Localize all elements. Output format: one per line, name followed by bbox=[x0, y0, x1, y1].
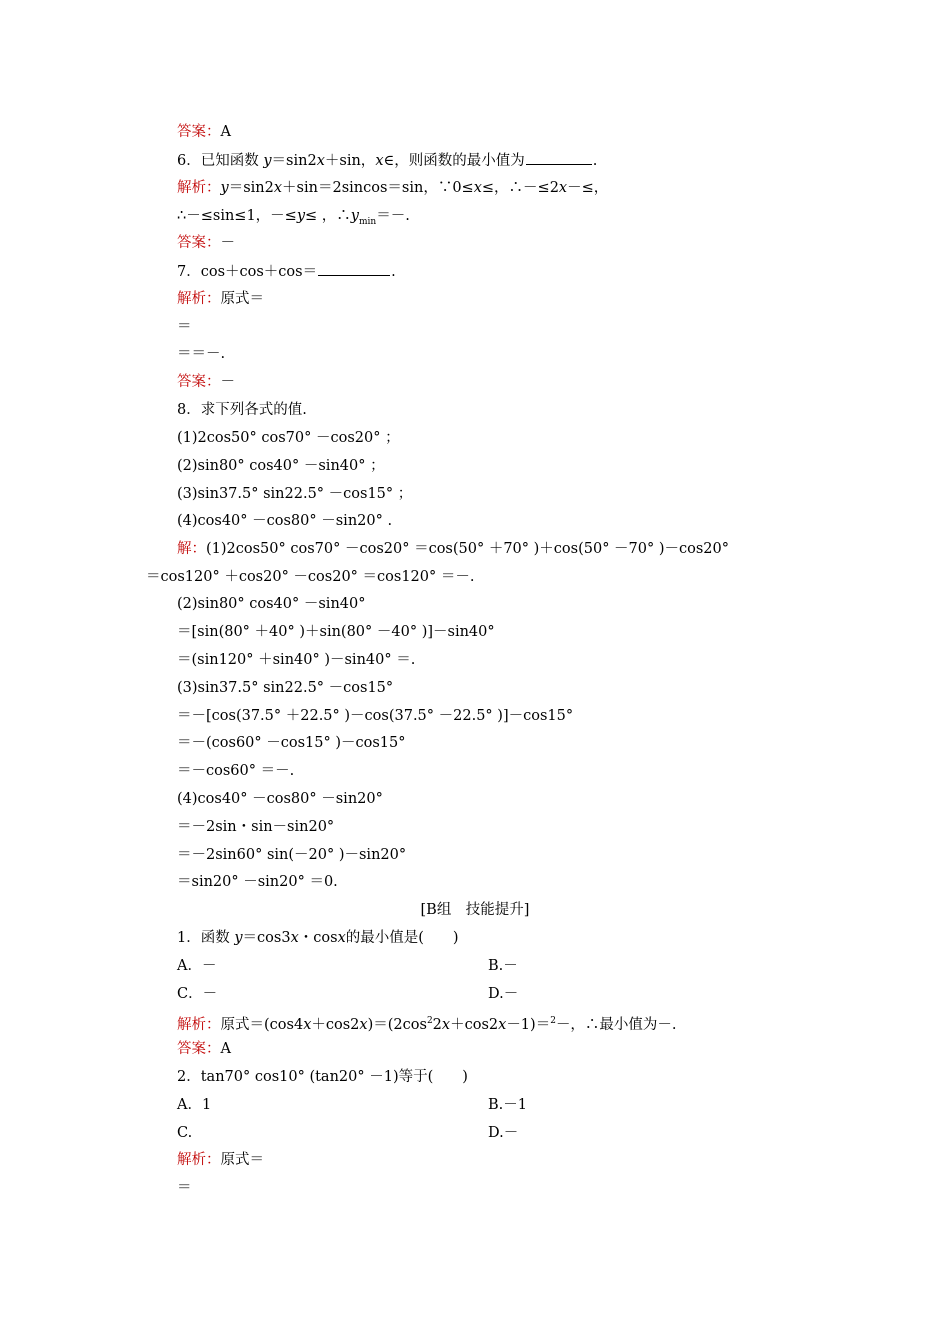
question-8-part-2: (2)sin80° cos40° －sin40° ； bbox=[177, 458, 385, 474]
solution-8-line-3: (2)sin80° cos40° －sin40° bbox=[177, 596, 366, 612]
option-b: B.－ bbox=[488, 958, 518, 974]
analysis-b2-line-2: ＝ bbox=[177, 1180, 192, 1196]
analysis-6-line-2: ∴－≤sin≤1，－≤y≤ ，$\therefore y_{min}=-$. bbox=[177, 208, 410, 227]
question-6: 6．已知函数 y＝sin2x＋sin，x∈，则函数的最小值为 . bbox=[177, 150, 597, 170]
answer-7: 答案：－ bbox=[177, 374, 235, 390]
analysis-6-line-1: 解析：y＝sin2x＋sin＝2sincos＝sin，∵0≤x≤，∴－≤2x－≤， bbox=[177, 180, 609, 196]
solution-8-line-6: (3)sin37.5° sin22.5° －cos15° bbox=[177, 680, 394, 696]
analysis-label: 解析： bbox=[177, 180, 221, 196]
question-8-part-3: (3)sin37.5° sin22.5° －cos15° ； bbox=[177, 486, 413, 502]
solution-8-line-5: ＝(sin120° ＋sin40° )－sin40° ＝. bbox=[177, 652, 416, 668]
question-7: 7．cos＋cos＋cos＝ . bbox=[177, 261, 396, 281]
solution-8-line-9: ＝－cos60° ＝－. bbox=[177, 763, 295, 779]
answer-6: 答案：－ bbox=[177, 235, 235, 251]
answer-label: 答案： bbox=[177, 124, 221, 140]
option-b: B.－1 bbox=[488, 1097, 527, 1113]
solution-8-line-4: ＝[sin(80° ＋40° )＋sin(80° －40° )]－sin40° bbox=[177, 624, 495, 640]
analysis-b1: 解析：原式$=(\cos 4x+\cos 2x)=(2\cos^22x+\cos 2x-1)=^2-$，∴最小值为－. bbox=[177, 1016, 677, 1033]
solution-8-line-11: ＝－2sin・sin－sin20° bbox=[177, 819, 335, 835]
answer-b1: 答案：A bbox=[177, 1041, 231, 1057]
solution-8-line-12: ＝－2sin60° sin(－20° )－sin20° bbox=[177, 847, 407, 863]
answer-blank bbox=[526, 150, 592, 165]
answer-line-prev: 答案：A bbox=[177, 124, 231, 140]
solution-label: 解： bbox=[177, 541, 206, 557]
analysis-7-line-3: ＝＝－. bbox=[177, 346, 226, 362]
solution-8-line-7: ＝－[cos(37.5° ＋22.5° )－cos(37.5° －22.5° )]－cos15° bbox=[177, 708, 574, 724]
solution-8-line-1: 解：(1)2cos50° cos70° －cos20° ＝cos(50° ＋70° )＋cos(50° －70° )－cos20° bbox=[177, 541, 730, 557]
analysis-b2-line-1: 解析：原式＝ bbox=[177, 1152, 264, 1168]
option-d: D.－ bbox=[488, 1125, 519, 1141]
solution-8-line-10: (4)cos40° －cos80° －sin20° bbox=[177, 791, 383, 807]
section-heading: [B组 技能提升] bbox=[420, 902, 530, 918]
option-a: A．1 bbox=[177, 1097, 212, 1113]
question-8-part-1: (1)2cos50° cos70° －cos20° ； bbox=[177, 430, 400, 446]
option-d: D.－ bbox=[488, 986, 519, 1002]
question-8-title: 8．求下列各式的值. bbox=[177, 402, 307, 418]
analysis-7-line-2: ＝ bbox=[177, 319, 192, 335]
option-c: C．－ bbox=[177, 986, 218, 1002]
solution-8-line-8: ＝－(cos60° －cos15° )－cos15° bbox=[177, 735, 406, 751]
solution-8-line-2: ＝cos120° ＋cos20° －cos20° ＝cos120° ＝－. bbox=[146, 569, 475, 585]
analysis-7-line-1: 解析：原式＝ bbox=[177, 291, 264, 307]
option-c: C. bbox=[177, 1125, 193, 1141]
answer-blank bbox=[318, 261, 390, 276]
question-b1: 1．函数 y＝cos3x・cosx的最小值是( ) bbox=[177, 930, 459, 946]
question-b2: 2．tan70° cos10° (tan20° －1)等于( ) bbox=[177, 1069, 468, 1085]
question-8-part-4: (4)cos40° －cos80° －sin20° . bbox=[177, 513, 393, 529]
solution-8-line-13: ＝sin20° －sin20° ＝0. bbox=[177, 874, 338, 890]
option-a: A．－ bbox=[177, 958, 217, 974]
